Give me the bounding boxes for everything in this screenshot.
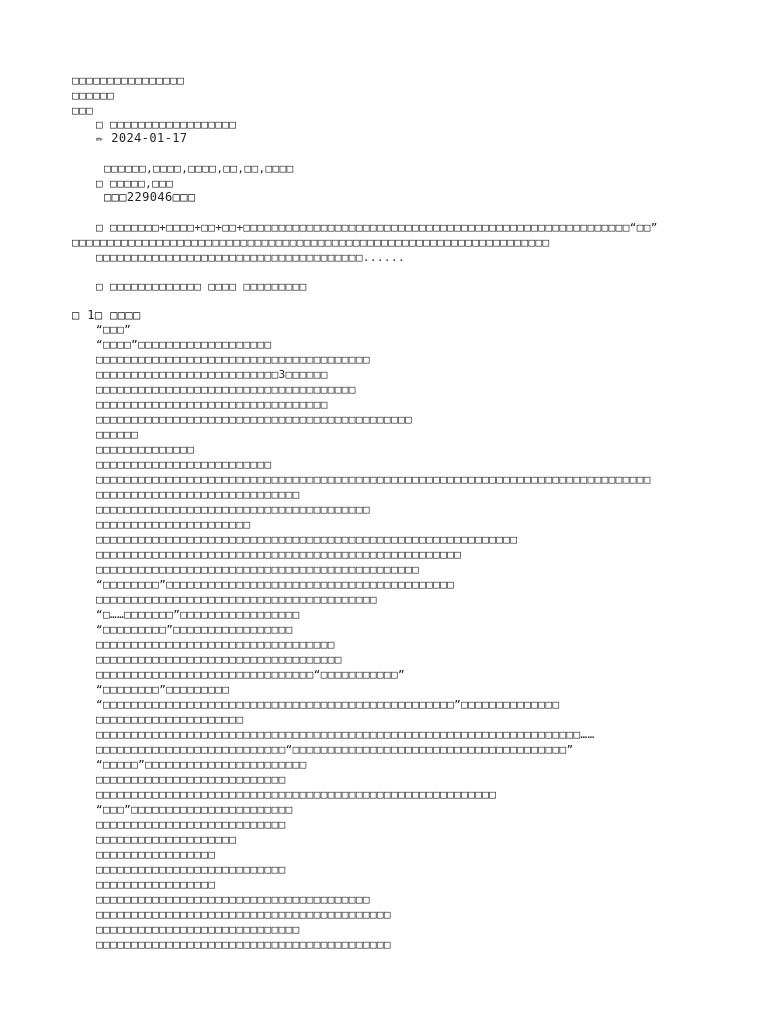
chapter-paragraph: “□□□”□□□□□□□□□□□□□□□□□□□□□□□	[96, 803, 293, 816]
chapter-paragraph: □□□□□□□□□□□□□□□□□□□□□□□□□□□	[96, 863, 286, 876]
site-title[interactable]: □□□□□□□□□□□□□□□□	[72, 74, 185, 87]
chapter-paragraph: □□□□□□□□□□□□□□□□□□□□□□□□□□□□□□□□□□□□□□□□□□□□□□□□□□□□□□□□□□□□	[96, 533, 518, 546]
word-count: □□□229046□□□	[104, 190, 196, 204]
chapter-paragraph: □□□□□□□□□□□□□□□□□□□□	[96, 833, 237, 846]
chapter-paragraph: □□□□□□□□□□□□□□□□□□□□□□□□□□□□□□□□□□□□□□□□□□□□□□□□□□□□□□□□□□□□□□□□□□□□□……	[96, 728, 595, 741]
chapter-paragraph: “□□□□□□□□□”□□□□□□□□□□□□□□□□□	[96, 623, 293, 636]
nav-link-2[interactable]: □□□	[72, 104, 94, 117]
chapter-paragraph: □□□□□□□□□□□□□□□□□□□□□□□□□□□□□□□□□□□□□□□□□□□□□□□□□□□□□□□□□□□□□□□□□□□□□□□□□□□□□□□	[96, 473, 651, 486]
chapter-paragraph: □□□□□□□□□□□□□□□□□□□□□□□□□□□□□□□□□□□□□□□	[96, 353, 370, 366]
chapter-paragraph: □□□□□□	[96, 428, 139, 441]
chapter-paragraph: □□□□□□□□□□□□□□□□□□□□□□□□□□□	[96, 773, 286, 786]
chapter-paragraph: “□□□□□□□□”□□□□□□□□□	[96, 683, 230, 696]
chapter-paragraph: □□□□□□□□□□□□□□□□□□□□□□□□□□□□□□□“□□□□□□□□□□□”	[96, 668, 405, 681]
nav-link-1[interactable]: □□□□□□	[72, 89, 115, 102]
chapter-paragraph: □□□□□□□□□□□□□□□□□□□□□	[96, 713, 244, 726]
chapter-paragraph: □□□□□□□□□□□□□□□□□□□□□□□□□□□□□□□□□□□□□□□□□□□□□	[96, 413, 413, 426]
book-title: □ □□□□□□□□□□□□□□□□□□	[96, 118, 237, 131]
chapter-paragraph: □□□□□□□□□□□□□□□□□□□□□□□□□□□□□□□□□□□□□□□	[96, 893, 370, 906]
chapter-paragraph: □□□□□□□□□□□□□□□□□□□□□□□□□□□“□□□□□□□□□□□□□□□□□□□□□□□□□□□□□□□□□□□□□□□”	[96, 743, 574, 756]
chapter-paragraph: “□□□□□□□□”□□□□□□□□□□□□□□□□□□□□□□□□□□□□□□□□□□□□□□□□□	[96, 578, 455, 591]
chapter-paragraph: □□□□□□□□□□□□□□□□□□□□□□□□□□□□□□□□□	[96, 398, 328, 411]
chapter-paragraph: □□□□□□□□□□□□□□□□□□□□□□□□□□□□□□□□□□□□□□□□□□□□□□□□□□□□	[96, 548, 462, 561]
chapter-paragraph: □□□□□□□□□□□□□□□□□	[96, 878, 216, 891]
chapter-paragraph: “□□□□□”□□□□□□□□□□□□□□□□□□□□□□□	[96, 758, 307, 771]
chapter-paragraph: “□□□□□□□□□□□□□□□□□□□□□□□□□□□□□□□□□□□□□□□□□□□□□□□□□□”□□□□□□□□□□□□□□	[96, 698, 560, 711]
chapter-paragraph: □□□□□□□□□□□□□□□□□□□□□□	[96, 518, 251, 531]
chapter-paragraph: □□□□□□□□□□□□□□□□□□□□□□□□□□□□□□□□□□□□□□□	[96, 503, 370, 516]
chapter-paragraph: □□□□□□□□□□□□□□□□□□□□□□□□□□□□□□□□□□	[96, 638, 335, 651]
chapter-paragraph: “□□□□”□□□□□□□□□□□□□□□□□□□	[96, 338, 272, 351]
chapter-paragraph: □□□□□□□□□□□□□□□□□□□□□□□□□□□□□□□□□□□□□	[96, 383, 356, 396]
chapter-paragraph: □□□□□□□□□□□□□□	[96, 443, 195, 456]
intro-line-2: □□□□□□□□□□□□□□□□□□□□□□□□□□□□□□□□□□□□□□□□□□□□□□□□□□□□□□□□□□□□□□□□□□□□	[72, 236, 550, 249]
chapter-paragraph: □□□□□□□□□□□□□□□□□□□□□□□□□□□□□□□□□□□□□□□□□□□□□□	[96, 563, 420, 576]
book-author: □ □□□□□,□□□	[96, 177, 174, 190]
chapter-paragraph: “□□□”	[96, 323, 132, 336]
chapter-paragraph: □□□□□□□□□□□□□□□□□□□□□□□□□□□□□□□□□□□	[96, 653, 342, 666]
intro-line-1: □ □□□□□□□+□□□□+□□+□□+□□□□□□□□□□□□□□□□□□□□□□□□□□□□□□□□□□□□□□□□□□□□□□□□□□□□□□□“□□”	[96, 221, 658, 234]
chapter-paragraph: □□□□□□□□□□□□□□□□□	[96, 848, 216, 861]
chapter-paragraph: □□□□□□□□□□□□□□□□□□□□□□□□□□3□□□□□□	[96, 368, 328, 381]
chapter-heading: □ 1□ □□□□	[72, 308, 141, 322]
chapter-paragraph: □□□□□□□□□□□□□□□□□□□□□□□□□□□□□	[96, 923, 300, 936]
book-tags: □□□□□□,□□□□,□□□□,□□,□□,□□□□	[104, 162, 294, 175]
chapter-paragraph: □□□□□□□□□□□□□□□□□□□□□□□□□□□□□□□□□□□□□□□□□□	[96, 908, 391, 921]
chapter-paragraph: □□□□□□□□□□□□□□□□□□□□□□□□□□□□□□□□□□□□□□□□□□□□□□□□□□□□□□□□□	[96, 788, 497, 801]
chapter-paragraph: □□□□□□□□□□□□□□□□□□□□□□□□□□□□□□□□□□□□□□□□□□	[96, 938, 391, 951]
chapter-paragraph: □□□□□□□□□□□□□□□□□□□□□□□□□□□	[96, 818, 286, 831]
reading-links[interactable]: □ □□□□□□□□□□□□□ □□□□ □□□□□□□□□	[96, 280, 307, 293]
publish-date: ✏ 2024-01-17	[96, 131, 188, 145]
chapter-paragraph: □□□□□□□□□□□□□□□□□□□□□□□□□□□□□□□□□□□□□□□□	[96, 593, 377, 606]
chapter-paragraph: □□□□□□□□□□□□□□□□□□□□□□□□□	[96, 458, 272, 471]
chapter-paragraph: □□□□□□□□□□□□□□□□□□□□□□□□□□□□□	[96, 488, 300, 501]
chapter-paragraph: “□……□□□□□□□”□□□□□□□□□□□□□□□□□	[96, 608, 300, 621]
intro-line-3: □□□□□□□□□□□□□□□□□□□□□□□□□□□□□□□□□□□□□□......	[96, 251, 405, 264]
